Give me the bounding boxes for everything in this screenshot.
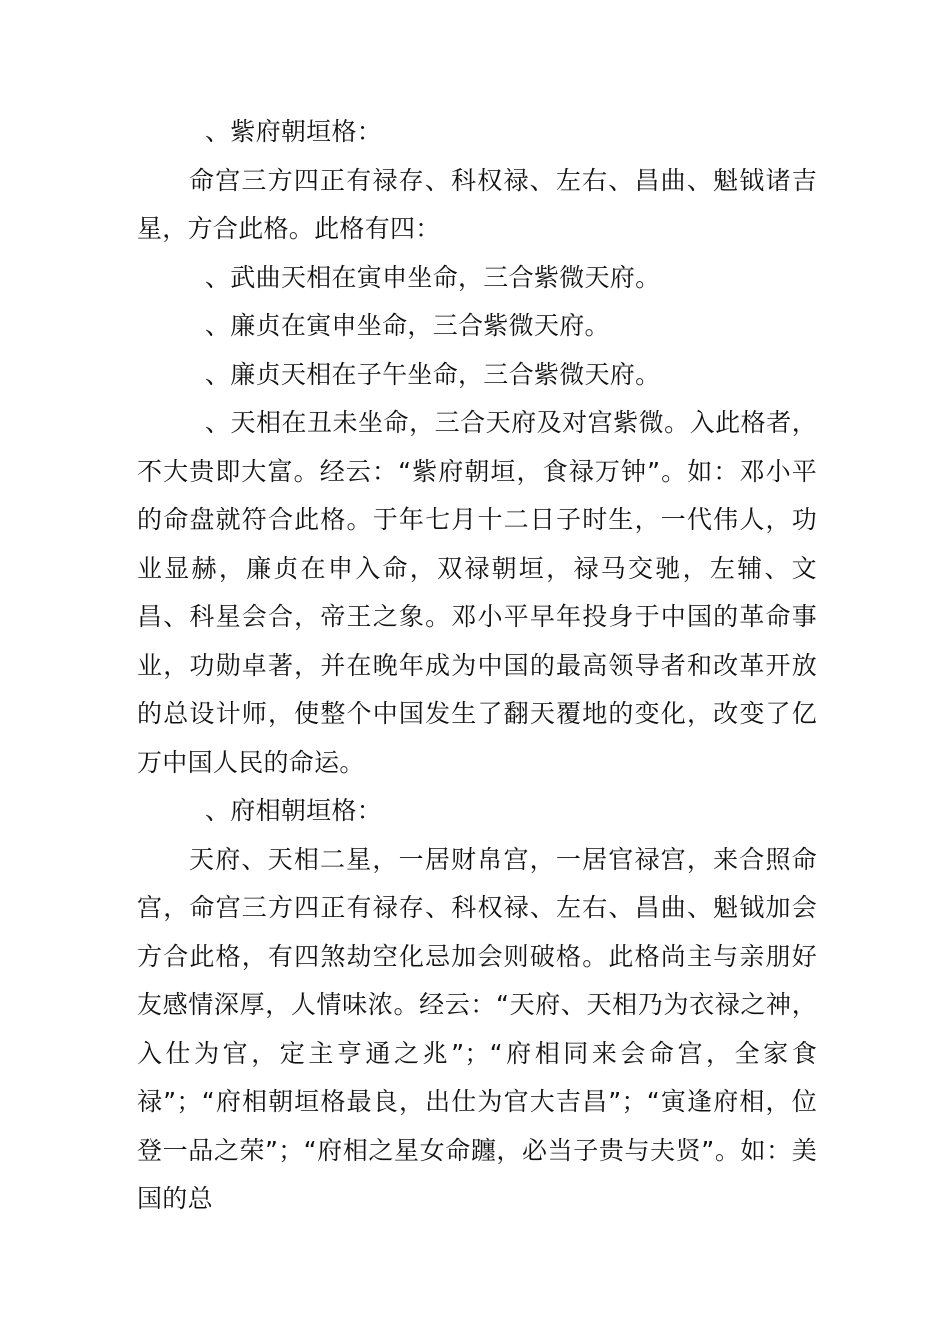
list-item-lianzhen: 、廉贞在寅申坐命，三合紫微天府。 [205, 311, 610, 340]
paragraph-fuxiang-body: 天府、天相二星，一居财帛宫，一居官禄宫，来合照命宫，命宫三方四正有禄存、科权禄、左右、昌曲、魁钺加会方合此格，有四煞劫空化忌加会则破格。此格尚主与亲朋好友感情深厚，人情味浓。经云：“天府、天相乃为衣禄之神，入仕为官，定主亨通之兆”；“府相同来会命宫，全家食禄”；“府相朝垣格最良，出仕为官大吉昌”；“寅逢府相，位登一品之荣”；“府相之星女命躔，必当子贵与夫贤”。如：美国的总 [137, 844, 817, 1213]
list-item-lianzhen-tianxiang: 、廉贞天相在子午坐命，三合紫微天府。 [205, 359, 661, 389]
section-heading-fuxiang: 、府相朝垣格： [205, 796, 383, 825]
paragraph-ziweifu-intro: 命宫三方四正有禄存、科权禄、左右、昌曲、魁钺诸吉星，方合此格。此格有四： [137, 165, 817, 243]
section-heading-ziweifu: 、紫府朝垣格： [205, 117, 383, 146]
list-item-tianxiang-chouwei: 、天相在丑未坐命，三合天府及对宫紫微。入此格者，不大贵即大富。经云：“紫府朝垣，食禄万钟”。如：邓小平的命盘就符合此格。于年七月十二日子时生，一代伟人，功业显赫，廉贞在申入命，双禄朝垣，禄马交驰，左辅、文昌、科星会合，帝王之象。邓小平早年投身于中国的革命事业，功勋卓著，并在晚年成为中国的最高领导者和改革开放的总设计师，使整个中国发生了翻天覆地的变化，改变了亿万中国人民的命运。 [137, 408, 817, 777]
document-body [137, 108, 817, 1224]
list-item-wuqu-tianxiang: 、武曲天相在寅申坐命，三合紫微天府。 [205, 262, 661, 292]
